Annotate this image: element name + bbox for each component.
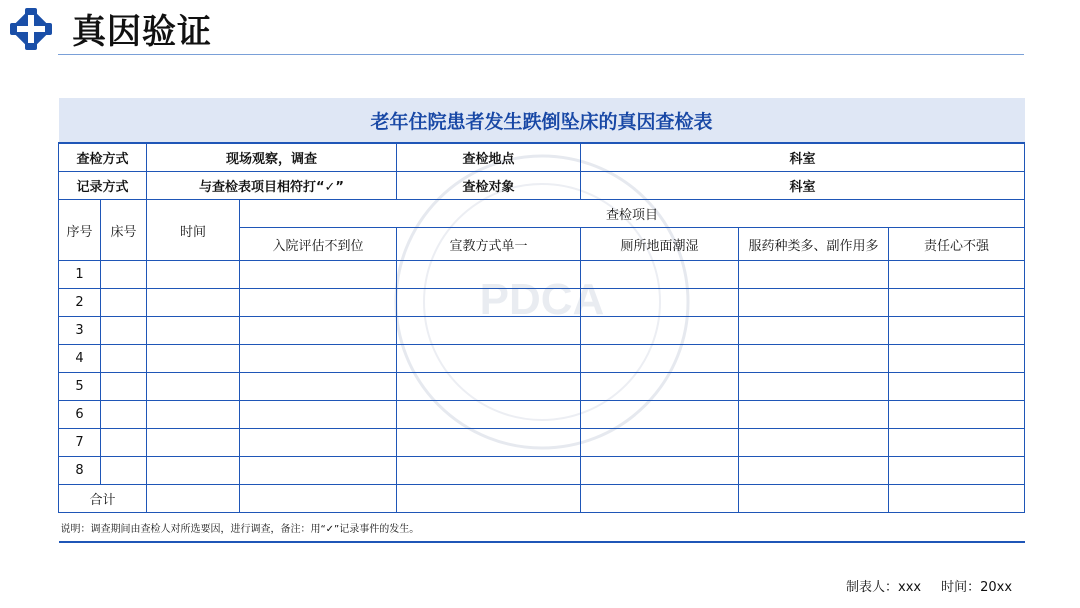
table-cell[interactable] bbox=[739, 457, 889, 485]
row-number: 4 bbox=[59, 345, 101, 373]
row-number: 6 bbox=[59, 401, 101, 429]
column-header-item: 责任心不强 bbox=[889, 228, 1025, 261]
row-number: 7 bbox=[59, 429, 101, 457]
table-cell[interactable] bbox=[397, 261, 581, 289]
table-cell[interactable] bbox=[240, 345, 397, 373]
table-cell[interactable] bbox=[240, 457, 397, 485]
table-row bbox=[59, 457, 1025, 485]
table-cell[interactable] bbox=[397, 401, 581, 429]
inspection-table bbox=[58, 98, 1025, 543]
column-header-item: 服药种类多、副作用多 bbox=[739, 228, 889, 261]
table-row bbox=[59, 345, 1025, 373]
table-cell[interactable] bbox=[739, 289, 889, 317]
table-cell[interactable] bbox=[147, 261, 240, 289]
table-row bbox=[59, 429, 1025, 457]
row-number: 8 bbox=[59, 457, 101, 485]
column-group-header: 查检项目 bbox=[240, 200, 1025, 228]
hospital-cross-logo-icon bbox=[8, 6, 54, 52]
table-cell[interactable] bbox=[240, 261, 397, 289]
table-cell[interactable] bbox=[889, 401, 1025, 429]
table-cell[interactable] bbox=[581, 345, 739, 373]
table-cell[interactable] bbox=[889, 457, 1025, 485]
column-header-bed: 床号 bbox=[101, 200, 147, 261]
table-cell[interactable] bbox=[240, 373, 397, 401]
table-cell[interactable] bbox=[739, 317, 889, 345]
meta-label: 查检地点 bbox=[397, 143, 581, 172]
table-row bbox=[59, 289, 1025, 317]
table-cell[interactable] bbox=[240, 317, 397, 345]
table-cell[interactable] bbox=[147, 429, 240, 457]
row-number: 5 bbox=[59, 373, 101, 401]
table-cell[interactable] bbox=[101, 373, 147, 401]
column-header-seq: 序号 bbox=[59, 200, 101, 261]
table-cell[interactable] bbox=[739, 345, 889, 373]
page-title: 真因验证 bbox=[72, 12, 212, 52]
column-header-time: 时间 bbox=[147, 200, 240, 261]
table-cell[interactable] bbox=[739, 429, 889, 457]
table-cell[interactable] bbox=[147, 317, 240, 345]
table-cell[interactable] bbox=[397, 289, 581, 317]
table-cell[interactable] bbox=[101, 429, 147, 457]
table-row bbox=[59, 373, 1025, 401]
table-cell[interactable] bbox=[101, 457, 147, 485]
table-cell[interactable] bbox=[101, 345, 147, 373]
column-header-item: 宣教方式单一 bbox=[397, 228, 581, 261]
table-cell[interactable] bbox=[397, 485, 581, 513]
table-cell[interactable] bbox=[240, 429, 397, 457]
meta-value: 科室 bbox=[581, 143, 1025, 172]
table-cell[interactable] bbox=[147, 457, 240, 485]
table-cell[interactable] bbox=[147, 345, 240, 373]
footer bbox=[846, 576, 1016, 595]
table-cell[interactable] bbox=[581, 261, 739, 289]
row-number: 2 bbox=[59, 289, 101, 317]
total-row bbox=[59, 485, 1025, 513]
table-cell[interactable] bbox=[581, 429, 739, 457]
table-row bbox=[59, 317, 1025, 345]
watermark-text: PDCA bbox=[479, 275, 605, 324]
meta-label: 查检方式 bbox=[59, 143, 147, 172]
total-label: 合计 bbox=[59, 485, 147, 513]
table-cell[interactable] bbox=[889, 429, 1025, 457]
footer-time: 时间：20xx bbox=[941, 580, 1013, 595]
table-cell[interactable] bbox=[101, 289, 147, 317]
table-row bbox=[59, 401, 1025, 429]
meta-value: 科室 bbox=[581, 172, 1025, 200]
table-note: 说明：调查期间由查检人对所选要因，进行调查，备注：用“✓”记录事件的发生。 bbox=[59, 513, 1025, 543]
table-cell[interactable] bbox=[889, 317, 1025, 345]
table-cell[interactable] bbox=[147, 401, 240, 429]
table-cell[interactable] bbox=[147, 373, 240, 401]
table-cell[interactable] bbox=[101, 401, 147, 429]
table-cell[interactable] bbox=[147, 289, 240, 317]
table-cell[interactable] bbox=[739, 261, 889, 289]
table-cell[interactable] bbox=[581, 457, 739, 485]
meta-value: 现场观察，调查 bbox=[147, 143, 397, 172]
table-cell[interactable] bbox=[397, 345, 581, 373]
table-cell[interactable] bbox=[240, 289, 397, 317]
table-cell[interactable] bbox=[739, 401, 889, 429]
table-cell[interactable] bbox=[397, 317, 581, 345]
table-row bbox=[59, 261, 1025, 289]
row-number: 1 bbox=[59, 261, 101, 289]
table-cell[interactable] bbox=[581, 485, 739, 513]
table-cell[interactable] bbox=[581, 373, 739, 401]
table-cell[interactable] bbox=[889, 289, 1025, 317]
footer-maker: 制表人：xxx bbox=[846, 580, 922, 595]
table-cell[interactable] bbox=[889, 261, 1025, 289]
table-cell[interactable] bbox=[581, 317, 739, 345]
table-cell[interactable] bbox=[889, 485, 1025, 513]
meta-label: 记录方式 bbox=[59, 172, 147, 200]
meta-value: 与查检表项目相符打“✓” bbox=[147, 172, 397, 200]
title-divider bbox=[58, 54, 1024, 55]
table-cell[interactable] bbox=[147, 485, 240, 513]
table-cell[interactable] bbox=[581, 401, 739, 429]
meta-label: 查检对象 bbox=[397, 172, 581, 200]
column-header-item: 厕所地面潮湿 bbox=[581, 228, 739, 261]
table-cell[interactable] bbox=[739, 373, 889, 401]
column-header-item: 入院评估不到位 bbox=[240, 228, 397, 261]
table-cell[interactable] bbox=[889, 345, 1025, 373]
table-cell[interactable] bbox=[397, 429, 581, 457]
table-cell[interactable] bbox=[739, 485, 889, 513]
table-cell[interactable] bbox=[101, 317, 147, 345]
table-cell[interactable] bbox=[581, 289, 739, 317]
table-cell[interactable] bbox=[240, 485, 397, 513]
table-cell[interactable] bbox=[240, 401, 397, 429]
table-cell[interactable] bbox=[889, 373, 1025, 401]
table-cell[interactable] bbox=[101, 261, 147, 289]
row-number: 3 bbox=[59, 317, 101, 345]
table-cell[interactable] bbox=[397, 457, 581, 485]
table-title: 老年住院患者发生跌倒坠床的真因查检表 bbox=[59, 98, 1025, 143]
table-cell[interactable] bbox=[397, 373, 581, 401]
